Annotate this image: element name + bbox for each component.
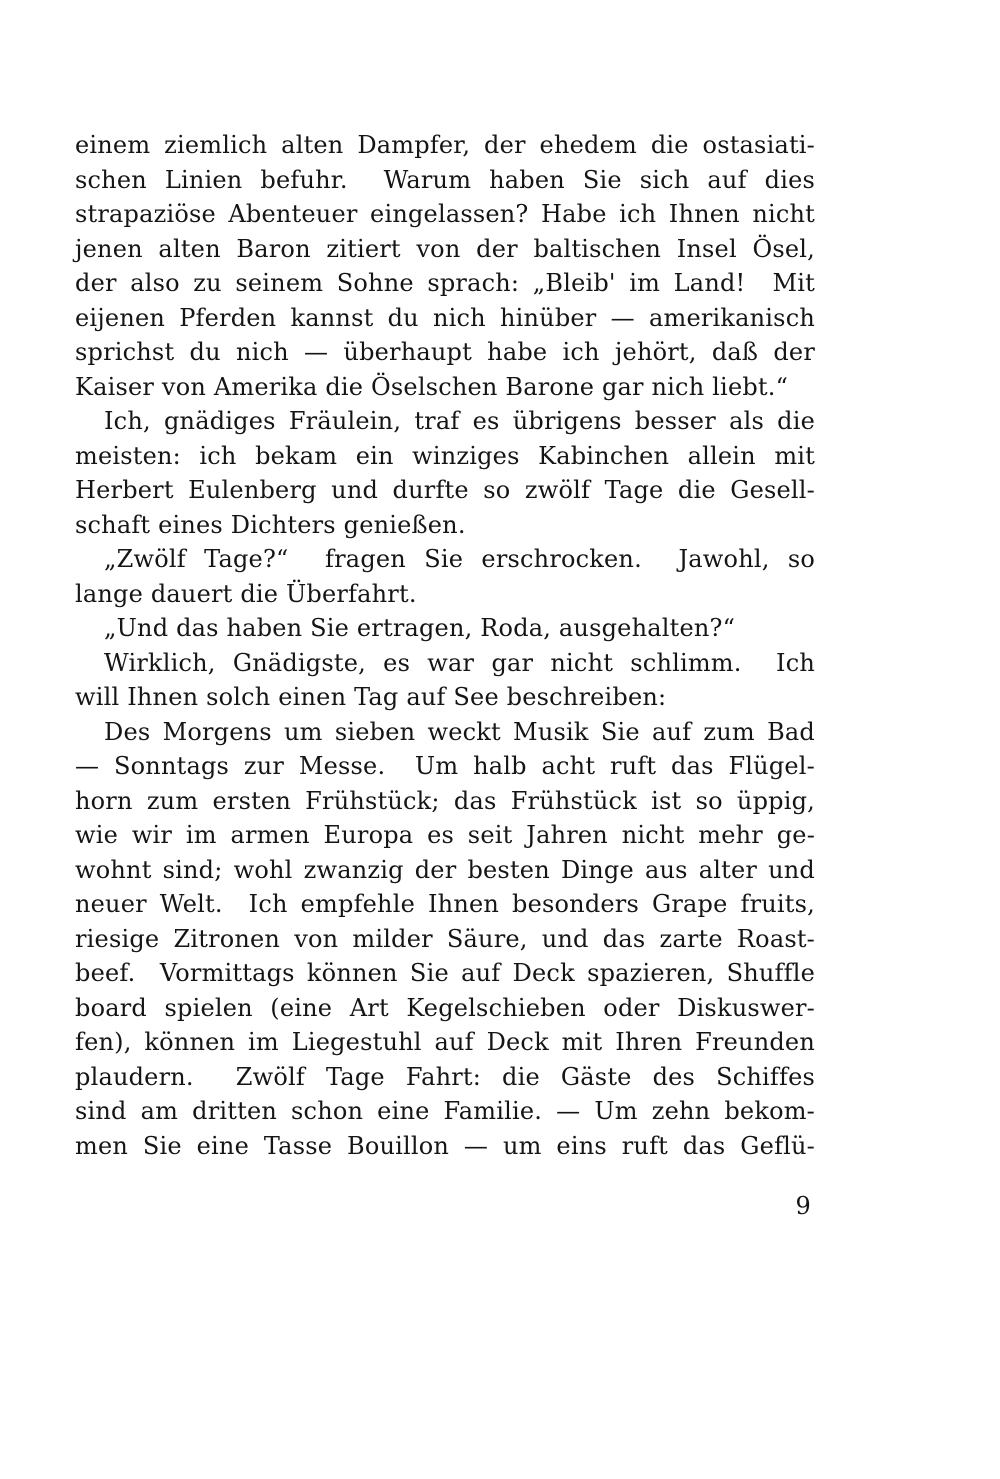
text-line: eijenen Pferden kannst du nich hinüber — amerikanisch — [75, 303, 815, 332]
text-line: Kaiser von Amerika die Öselschen Barone gar nich liebt.“ — [75, 372, 789, 401]
page-number: 9 — [795, 1192, 811, 1220]
text-line: „Und das haben Sie ertragen, Roda, ausgehalten?“ — [104, 614, 736, 642]
text-line: plaudern. Zwölf Tage Fahrt: die Gäste des Schiffes — [75, 1062, 815, 1091]
text-line: board spielen (eine Art Kegelschieben oder Diskuswer- — [75, 993, 815, 1022]
text-line: strapaziöse Abenteuer eingelassen? Habe ich Ihnen nicht — [75, 200, 815, 228]
text-line: beef. Vormittags können Sie auf Deck spazieren, Shuffle — [75, 959, 815, 987]
text-line: fen), können im Liegestuhl auf Deck mit Ihren Freunden — [75, 1028, 815, 1056]
text-line: schen Linien befuhr. Warum haben Sie sich auf dies — [75, 165, 815, 194]
text-line: riesige Zitronen von milder Säure, und das zarte Roast- — [75, 924, 815, 953]
body-text — [75, 128, 815, 1163]
text-line: der also zu seinem Sohne sprach: „Bleib' im Land! Mit — [75, 269, 815, 297]
text-line: Herbert Eulenberg und durfte so zwölf Tage die Gesell- — [75, 476, 815, 504]
text-line: meisten: ich bekam ein winziges Kabinchen allein mit — [75, 441, 815, 470]
text-line: sind am dritten schon eine Familie. — Um zehn bekom- — [75, 1097, 815, 1125]
text-line: Wirklich, Gnädigste, es war gar nicht schlimm. Ich — [104, 648, 815, 677]
text-line: einem ziemlich alten Dampfer, der ehedem die ostasiati- — [75, 131, 815, 159]
text-line: schaft eines Dichters genießen. — [75, 510, 466, 539]
text-line: will Ihnen solch einen Tag auf See beschreiben: — [75, 683, 667, 711]
text-line: horn zum ersten Frühstück; das Frühstück ist so üppig, — [75, 786, 815, 815]
text-line: wohnt sind; wohl zwanzig der besten Dinge aus alter und — [75, 855, 815, 884]
text-line: „Zwölf Tage?“ fragen Sie erschrocken. Jawohl, so — [104, 545, 815, 573]
text-line: Ich, gnädiges Fräulein, traf es übrigens besser als die — [104, 407, 815, 435]
text-line: Des Morgens um sieben weckt Musik Sie auf zum Bad — [104, 717, 815, 746]
text-line: lange dauert die Überfahrt. — [75, 579, 417, 608]
text-line: sprichst du nich — überhaupt habe ich jehört, daß der — [75, 338, 815, 366]
text-line: jenen alten Baron zitiert von der baltischen Insel Ösel, — [75, 234, 815, 263]
text-line: wie wir im armen Europa es seit Jahren nicht mehr ge- — [75, 821, 815, 849]
text-line: — Sonntags zur Messe. Um halb acht ruft das Flügel- — [75, 752, 815, 780]
text-line: neuer Welt. Ich empfehle Ihnen besonders Grape fruits, — [75, 890, 815, 918]
text-line: men Sie eine Tasse Bouillon — um eins ruft das Geflü- — [75, 1131, 815, 1160]
